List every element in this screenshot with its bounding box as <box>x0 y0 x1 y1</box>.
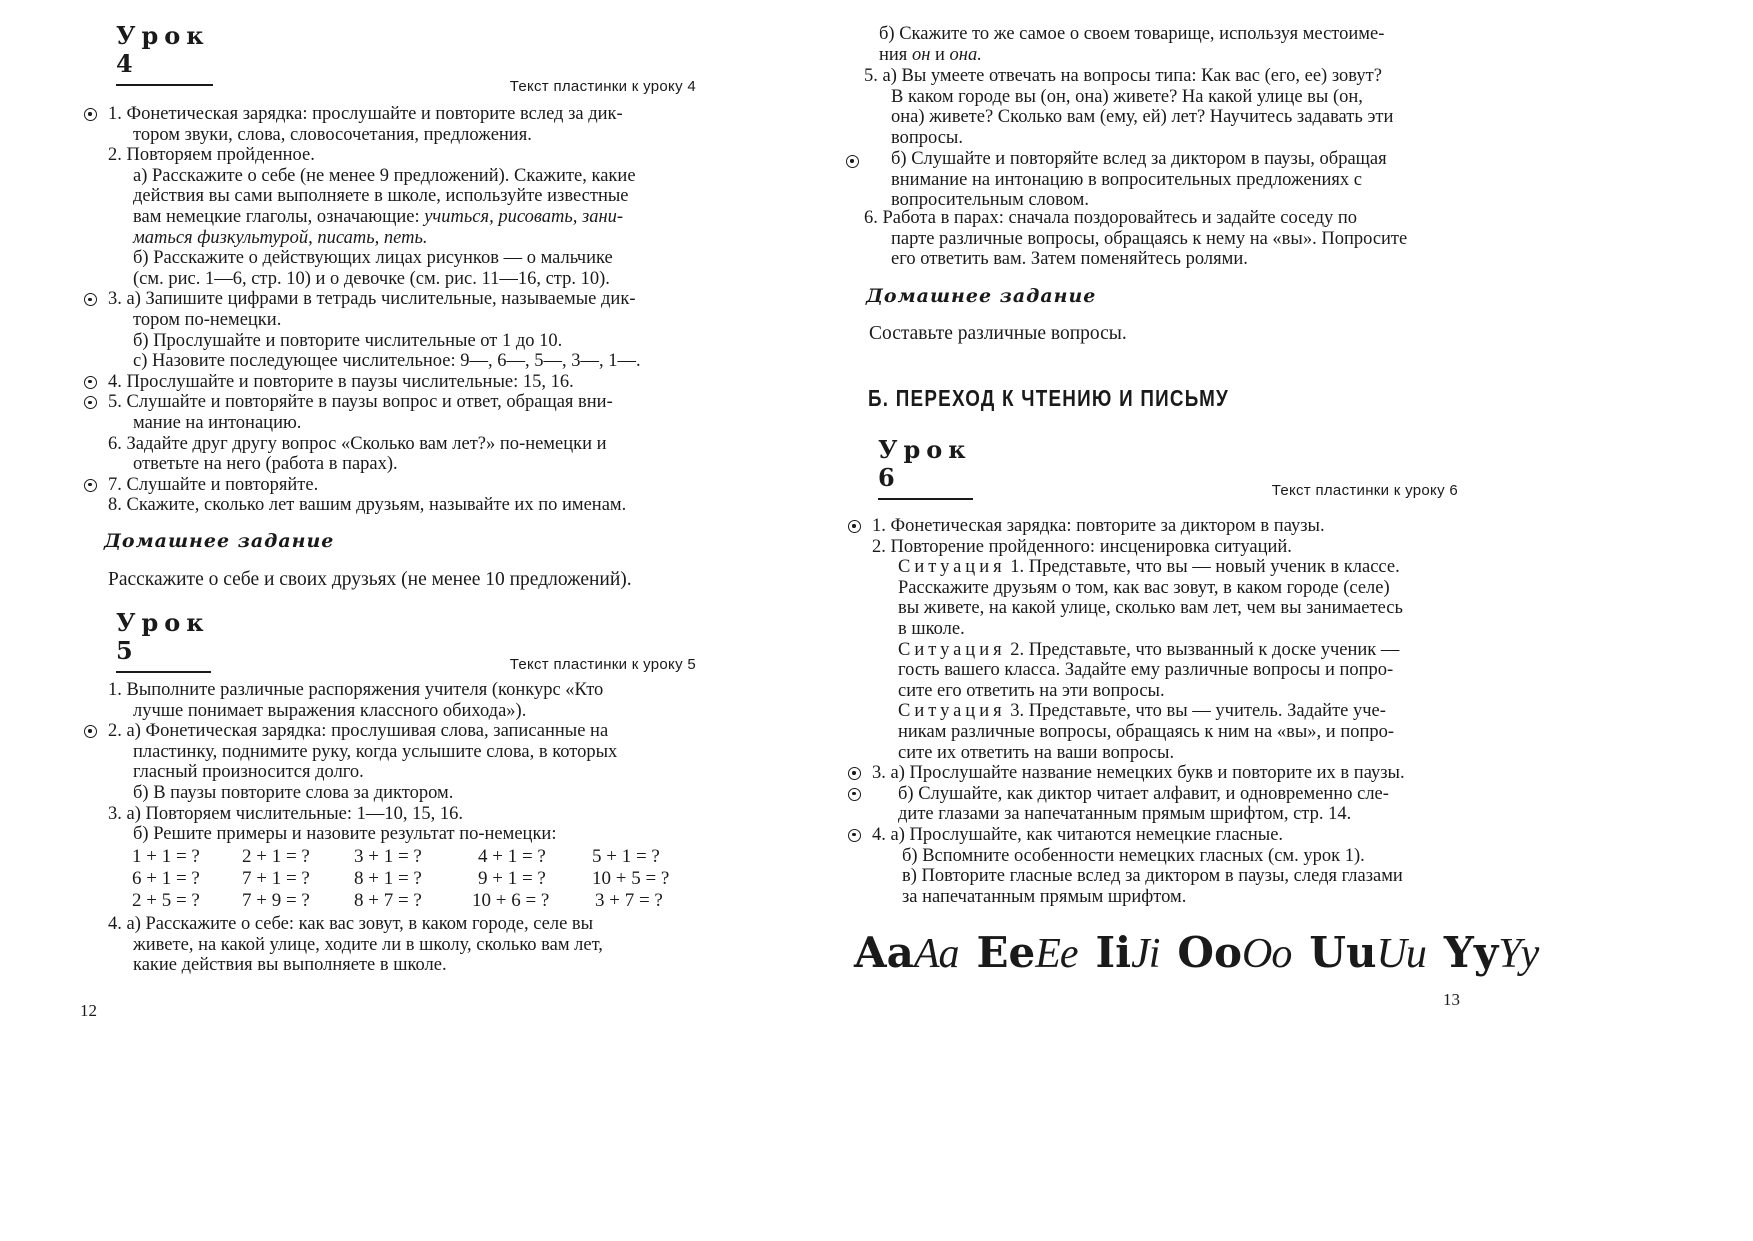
lesson-4-homework-text: Расскажите о себе и своих друзьях (не менее 10 предложений). <box>108 569 632 590</box>
record-disc-icon <box>848 520 861 533</box>
math-row: 1 + 1 = ? 2 + 1 = ? 3 + 1 = ? 4 + 1 = ? 5 + 1 = ? <box>132 846 660 867</box>
script-letter-pair: Yy <box>1498 931 1539 977</box>
exercise-5-2a: 2. а) Фонетическая зарядка: прослушивая слова, записанные на пластинку, поднимите руку, когда услышите слова, в которых гласный произносится долго. <box>84 721 696 783</box>
exercise-5-5a: 5. а) Вы умеете отвечать на вопросы типа: Как вас (его, ее) зовут? В каком городе вы (он, она) живете? На какой улице вы (он, она) живете? Сколько вам (ему, ей) лет? Научитесь задавать эти вопросы. <box>864 66 1394 148</box>
exercise-5-3b: б) Решите примеры и назовите результат по-немецки: <box>133 824 557 845</box>
record-disc-icon <box>84 479 97 492</box>
record-disc-icon <box>84 725 97 738</box>
record-disc-icon <box>84 108 97 121</box>
exercise-6-3b: б) Слушайте, как диктор читает алфавит, и одновременно сле- дите глазами за напечатанным прямым шрифтом, стр. 14. <box>848 784 1460 825</box>
exercise-4-8: 8. Скажите, сколько лет вашим друзьям, называйте их по именам. <box>108 495 627 516</box>
exercise-5-3a: 3. а) Повторяем числительные: 1—10, 15, 16. <box>108 803 463 824</box>
exercise-4-2a: а) Расскажите о себе (не менее 9 предложений). Скажите, какие действия вы сами выполняете в школе, используйте известные вам немецкие глаголы, означающие: учиться, рисовать, зани- маться физкультурой, писать, петь. <box>133 165 636 248</box>
exercise-5-4: 4. а) Расскажите о себе: как вас зовут, в каком городе, селе вы живете, на какой улице, ходите ли в школу, сколько вам лет, какие действия вы выполняете в школе. <box>108 914 603 976</box>
lesson-6-plate-note: Текст пластинки к уроку 6 <box>1271 482 1458 499</box>
lesson-5-heading: Урок 5 <box>116 609 211 673</box>
exercise-5-5b: б) Слушайте и повторяйте вслед за диктором в паузы, обращая внимание на интонацию в вопросительных предложениях с вопросительным словом. <box>846 149 1452 211</box>
print-letter-pair: Ee <box>976 928 1036 977</box>
lesson-6-heading: Урок 6 <box>878 436 973 500</box>
record-disc-icon <box>84 376 97 389</box>
record-disc-icon <box>848 788 861 801</box>
exercise-4-6: 6. Задайте друг другу вопрос «Сколько вам лет?» по-немецки и ответьте на него (работа в парах). <box>108 433 607 475</box>
record-disc-icon <box>84 396 97 409</box>
script-letter-pair: Uu <box>1376 931 1426 977</box>
record-disc-icon <box>846 155 859 168</box>
exercise-4-3a: 3. а) Запишите цифрами в тетрадь числительные, называемые дик- тором по-немецки. <box>84 289 696 330</box>
print-letter-pair: Ii <box>1095 928 1132 977</box>
exercise-6-4a: 4. а) Прослушайте, как читаются немецкие гласные. <box>848 825 1460 846</box>
lesson-5-continued <box>866 24 1452 65</box>
exercise-5-6: 6. Работа в парах: сначала поздоровайтесь и задайте соседу по парте различные вопросы, обращаясь к нему на «вы». Попросите его ответить вам. Затем поменяйтесь ролями. <box>864 208 1408 270</box>
lesson-6-exercises <box>848 516 1460 907</box>
lesson-5-homework-heading: Домашнее задание <box>866 285 1097 307</box>
page-number-right: 13 <box>1443 990 1460 1009</box>
lesson-4-homework-heading: Домашнее задание <box>104 530 335 552</box>
section-title: Б. ПЕРЕХОД К ЧТЕНИЮ И ПИСЬМУ <box>868 385 1229 411</box>
record-disc-icon <box>848 767 861 780</box>
exercise-5-2b: б) В паузы повторите слова за диктором. <box>133 782 454 803</box>
exercise-4-1: 1. Фонетическая зарядка: прослушайте и повторите вслед за дик- тором звуки, слова, словосочетания, предложения. <box>84 104 696 145</box>
script-letter-pair: Ji <box>1131 931 1160 977</box>
exercise-4-3b: б) Прослушайте и повторите числительные от 1 до 10. <box>133 330 563 351</box>
record-disc-icon <box>84 293 97 306</box>
lesson-4-plate-note: Текст пластинки к уроку 4 <box>509 78 696 95</box>
script-letter-pair: Aa <box>913 931 959 977</box>
print-letter-pair: Uu <box>1309 928 1377 977</box>
lesson-5-homework-text: Составьте различные вопросы. <box>869 323 1127 344</box>
math-row: 2 + 5 = ? 7 + 9 = ? 8 + 7 = ? 10 + 6 = ? 3 + 7 = ? <box>132 890 663 911</box>
print-letter-pair: Aa <box>854 928 914 977</box>
vowel-alphabet <box>854 928 1556 979</box>
exercise-4-2: 2. Повторяем пройденное. <box>108 145 315 166</box>
situation-3: Ситуация 3. Представьте, что вы — учитель. Задайте уче- никам различные вопросы, обращаясь к ним на «вы», и попро- сите их ответить на ваши вопросы. <box>898 701 1395 763</box>
record-disc-icon <box>848 829 861 842</box>
exercise-4-2b: б) Расскажите о действующих лицах рисунков — о мальчике (см. рис. 1—6, стр. 10) и о девочке (см. рис. 11—16, стр. 10). <box>133 248 613 289</box>
exercise-4-3c: с) Назовите последующее числительное: 9—, 6—, 5—, 3—, 1—. <box>133 351 641 372</box>
exercise-6-4b: б) Вспомните особенности немецких гласных (см. урок 1). <box>902 845 1365 866</box>
exercise-6-4c: в) Повторите гласные вслед за диктором в паузы, следя глазами за напечатанным прямым шрифтом. <box>902 866 1403 907</box>
lesson-5-plate-note: Текст пластинки к уроку 5 <box>509 656 696 673</box>
lesson-4-exercises <box>84 104 696 516</box>
math-examples <box>132 846 697 912</box>
exercise-5-4b: б) Скажите то же самое о своем товарище, используя местоиме- ния он и она. <box>879 24 1385 65</box>
right-page <box>854 0 1753 1241</box>
left-page <box>0 0 876 1241</box>
exercise-6-3a: 3. а) Прослушайте название немецких букв и повторите их в паузы. <box>848 763 1460 784</box>
script-letter-pair: Oo <box>1242 931 1292 977</box>
print-letter-pair: Yy <box>1443 928 1499 977</box>
print-letter-pair: Oo <box>1177 928 1243 977</box>
exercise-4-5: 5. Слушайте и повторяйте в паузы вопрос и ответ, обращая вни- мание на интонацию. <box>84 392 696 433</box>
exercise-5-1: 1. Выполните различные распоряжения учителя (конкурс «Кто лучше понимает выражения классного обихода»). <box>108 680 604 721</box>
exercise-6-2: 2. Повторение пройденного: инсценировка ситуаций. <box>872 536 1292 557</box>
exercise-4-4: 4. Прослушайте и повторите в паузы числительные: 15, 16. <box>84 372 696 393</box>
script-letter-pair: Ee <box>1035 931 1078 977</box>
exercise-4-7: 7. Слушайте и повторяйте. <box>84 475 696 496</box>
page-number-left: 12 <box>80 1001 97 1020</box>
lesson-4-heading: Урок 4 <box>116 22 213 86</box>
situation-1: Ситуация 1. Представьте, что вы — новый ученик в классе. Расскажите друзьям о том, как вас зовут, в каком городе (селе) вы живете, на какой улице, сколько вам лет, чем вы занимаетесь в школе. <box>898 557 1403 639</box>
lesson-5-exercises <box>84 680 696 845</box>
situation-2: Ситуация 2. Представьте, что вызванный к доске ученик — гость вашего класса. Задайте ему различные вопросы и попро- сите его ответить на эти вопросы. <box>898 639 1400 701</box>
math-row: 6 + 1 = ? 7 + 1 = ? 8 + 1 = ? 9 + 1 = ? 10 + 5 = ? <box>132 868 670 889</box>
exercise-6-1: 1. Фонетическая зарядка: повторите за диктором в паузы. <box>848 516 1460 537</box>
